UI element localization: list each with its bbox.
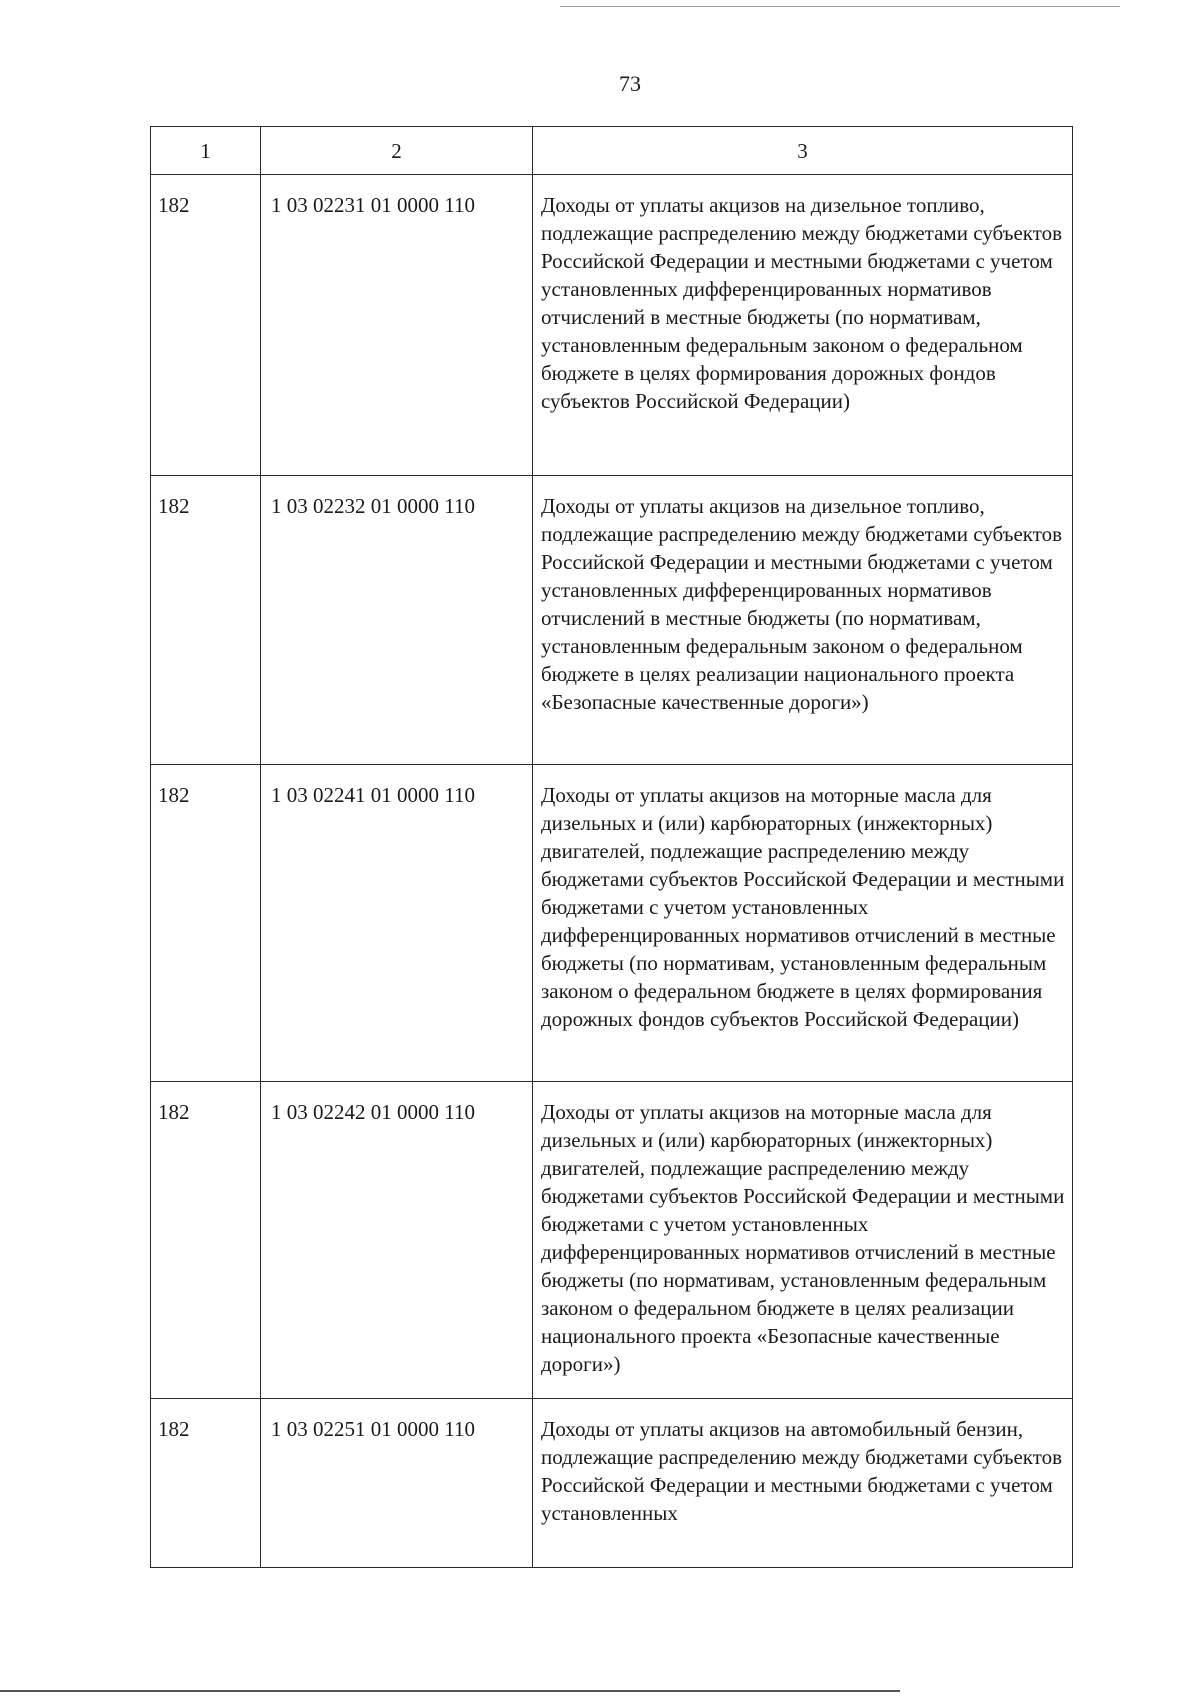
admin-code-cell: 182 (151, 1082, 261, 1399)
description-cell: Доходы от уплаты акцизов на моторные масла для дизельных и (или) карбюраторных (инжекторных) двигателей, подлежащие распределению между бюджетами субъектов Российской Федерации и местными бюджетами с учетом установленных дифференцированных нормативов отчислений в местные бюджеты (по нормативам, установленным федеральным законом о федеральном бюджете в целях реализации национального проекта «Безопасные качественные дороги») (533, 1082, 1073, 1399)
table-header-row (151, 127, 1073, 175)
column-header-3: 3 (533, 127, 1073, 175)
description-cell: Доходы от уплаты акцизов на автомобильный бензин, подлежащие распределению между бюджетами субъектов Российской Федерации и местными бюджетами с учетом установленных (533, 1399, 1073, 1568)
admin-code-cell: 182 (151, 476, 261, 765)
kbk-code-cell: 1 03 02231 01 0000 110 (261, 175, 533, 476)
scan-top-rule (560, 6, 1120, 7)
page-number: 73 (619, 71, 641, 96)
table-row (151, 1399, 1073, 1568)
column-header-2: 2 (261, 127, 533, 175)
budget-classification-table (150, 126, 1073, 1568)
table-row (151, 476, 1073, 765)
table-row (151, 1082, 1073, 1399)
scan-bottom-rule (0, 1690, 900, 1692)
column-header-1: 1 (151, 127, 261, 175)
description-cell: Доходы от уплаты акцизов на дизельное топливо, подлежащие распределению между бюджетами субъектов Российской Федерации и местными бюджетами с учетом установленных дифференцированных нормативов отчислений в местные бюджеты (по нормативам, установленным федеральным законом о федеральном бюджете в целях формирования дорожных фондов субъектов Российской Федерации) (533, 175, 1073, 476)
description-cell: Доходы от уплаты акцизов на дизельное топливо, подлежащие распределению между бюджетами субъектов Российской Федерации и местными бюджетами с учетом установленных дифференцированных нормативов отчислений в местные бюджеты (по нормативам, установленным федеральным законом о федеральном бюджете в целях реализации национального проекта «Безопасные качественные дороги») (533, 476, 1073, 765)
kbk-code-cell: 1 03 02241 01 0000 110 (261, 765, 533, 1082)
kbk-code-cell: 1 03 02232 01 0000 110 (261, 476, 533, 765)
table-row (151, 175, 1073, 476)
admin-code-cell: 182 (151, 175, 261, 476)
kbk-code-cell: 1 03 02242 01 0000 110 (261, 1082, 533, 1399)
description-cell: Доходы от уплаты акцизов на моторные масла для дизельных и (или) карбюраторных (инжекторных) двигателей, подлежащие распределению между бюджетами субъектов Российской Федерации и местными бюджетами с учетом установленных дифференцированных нормативов отчислений в местные бюджеты (по нормативам, установленным федеральным законом о федеральном бюджете в целях формирования дорожных фондов субъектов Российской Федерации) (533, 765, 1073, 1082)
kbk-code-cell: 1 03 02251 01 0000 110 (261, 1399, 533, 1568)
table-row (151, 765, 1073, 1082)
admin-code-cell: 182 (151, 1399, 261, 1568)
admin-code-cell: 182 (151, 765, 261, 1082)
